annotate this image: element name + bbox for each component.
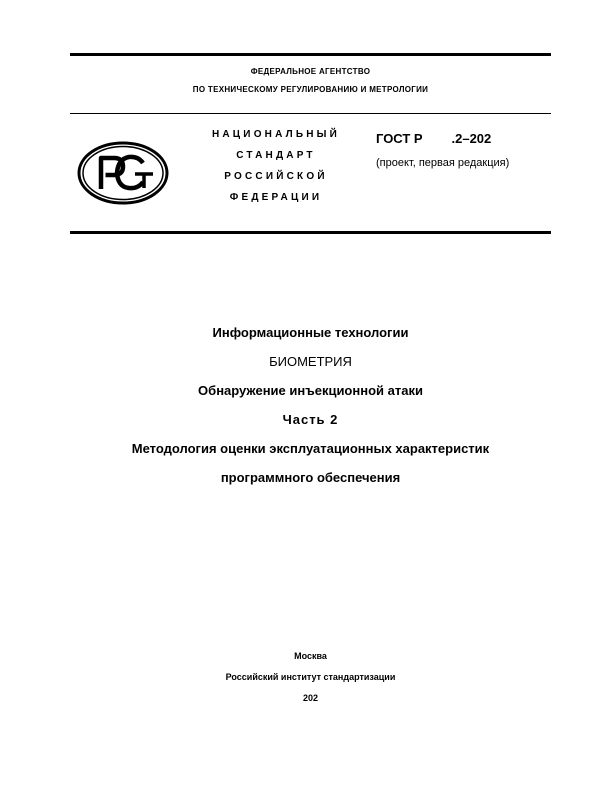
title-line-2: БИОМЕТРИЯ xyxy=(269,354,352,369)
upper-divider xyxy=(70,113,551,114)
gost-r-logo-icon xyxy=(77,141,169,205)
agency-name xyxy=(70,63,551,99)
standard-type-line-2: СТАНДАРТ xyxy=(236,150,316,161)
lower-divider xyxy=(70,231,551,234)
standard-type-line-3: РОССИЙСКОЙ xyxy=(224,171,328,182)
title-line-5: Методология оценки эксплуатационных характеристик xyxy=(131,441,490,456)
standard-type-line-4: ФЕДЕРАЦИИ xyxy=(229,192,323,203)
agency-line-1: ФЕДЕРАЛЬНОЕ АГЕНТСТВО xyxy=(250,67,371,76)
title-line-3: Обнаружение инъекционной атаки xyxy=(198,383,423,398)
document-title xyxy=(70,318,551,492)
draft-note: (проект, первая редакция) xyxy=(376,157,510,169)
top-rule xyxy=(70,53,551,56)
standard-designation: ГОСТ Р .2–202 xyxy=(376,131,492,146)
imprint-city: Москва xyxy=(294,651,327,661)
imprint-year: 202 xyxy=(302,693,319,703)
title-line-4: Часть 2 xyxy=(282,412,339,427)
agency-line-2: ПО ТЕХНИЧЕСКОМУ РЕГУЛИРОВАНИЮ И МЕТРОЛОГИИ xyxy=(192,85,429,94)
imprint-publisher: Российский институт стандартизации xyxy=(225,672,396,682)
standard-type xyxy=(186,124,366,208)
title-line-1: Информационные технологии xyxy=(212,325,409,340)
title-line-6: программного обеспечения xyxy=(220,470,401,485)
imprint xyxy=(70,646,551,709)
standard-type-line-1: НАЦИОНАЛЬНЫЙ xyxy=(211,129,341,140)
